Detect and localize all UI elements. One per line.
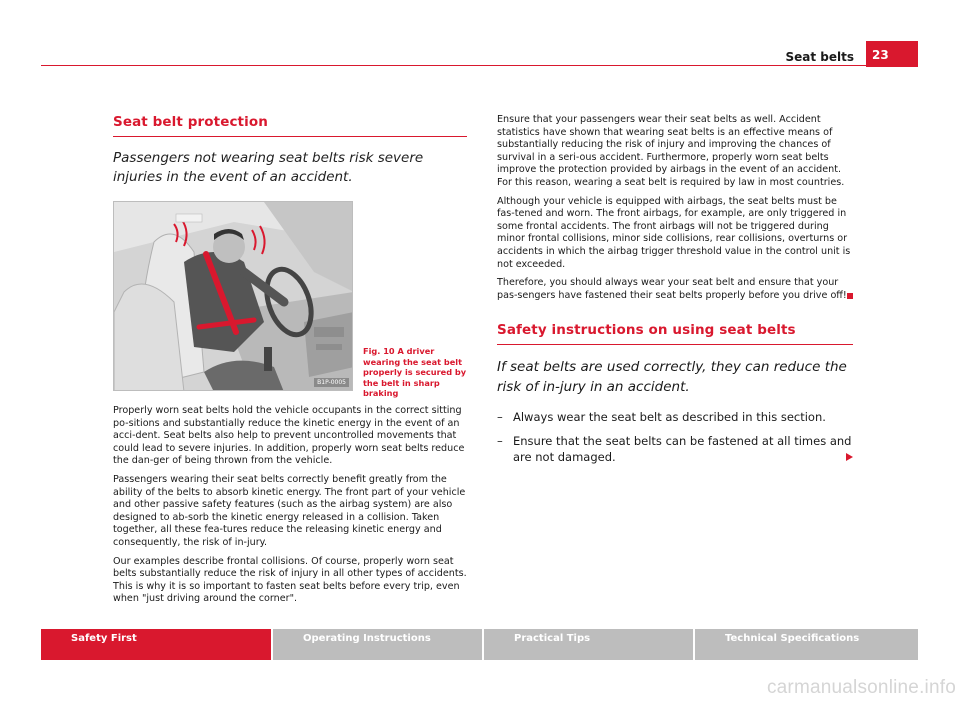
end-of-section-marker [847,293,853,299]
body-paragraph-text: Therefore, you should always wear your seat belt and ensure that your pas-sengers have fastened their seat belts properly before you drive off! [497,277,847,301]
tab-practical-tips[interactable]: Practical Tips [484,629,693,660]
figure-code: B1P-0005 [314,378,349,387]
running-section-title: Seat belts [785,50,854,64]
tab-operating-instructions[interactable]: Operating Instructions [273,629,482,660]
continue-arrow-icon [846,453,853,461]
watermark: carmanualsonline.info [766,677,956,698]
body-paragraph: Properly worn seat belts hold the vehicle occupants in the correct sitting po-sitions and substantially reduce the kinetic energy in the event of an acci-dent. Seat belts also help to prevent uncontrolled movements that could lead to severe injuries. In addition, properly worn seat belts reduce the dan-ger of being thrown from the vehicle. [113,405,465,467]
body-paragraph: Passengers wearing their seat belts correctly benefit greatly from the ability of the belts to absorb kinetic energy. The front part of your vehicle and other passive safety features (such as the airbag system) are also designed to ab-sorb the kinetic energy released in a collision. Taken together, all these fea-tures reduce the releasing kinetic energy and consequently, the risk of in-jury. [113,473,466,548]
lead-text: If seat belts are used correctly, they can reduce the risk of in-jury in an accident. [497,359,847,396]
list-item [497,409,853,425]
instruction-list [497,409,853,465]
footer-chapter-tabs [41,629,918,660]
driver-seatbelt-illustration [113,201,353,391]
section-heading-seat-belt-protection: Seat belt protection [113,114,467,137]
header-rule [41,65,918,66]
figure-caption: Fig. 10 A driver wearing the seat belt properly is secured by the belt in sharp braking [363,346,467,398]
list-item-text: Ensure that the seat belts can be fastened at all times and are not damaged. [513,434,852,465]
body-paragraph: Our examples describe frontal collisions. Of course, properly worn seat belts substantially reduce the risk of injury in all other types of accidents. This is why it is so important to fasten seat belts before every trip, even when "just driving around the corner". [113,555,467,605]
bullet-dash: – [497,410,503,425]
body-paragraph [497,277,853,302]
right-column [497,114,853,473]
body-paragraph: Although your vehicle is equipped with airbags, the seat belts must be fas-tened and worn. The front airbags, for example, are only triggered in some frontal accidents. The front airbags will not be triggered during minor frontal collisions, minor side collisions, rear collisions, overturns or accidents in which the airbag trigger threshold value in the control unit is not exceeded. [497,195,851,270]
body-paragraph: Ensure that your passengers wear their seat belts as well. Accident statistics have shown that wearing seat belts is an effective means of substantially reducing the risk of injury and improving the chances of survival in a seri-ous accident. Furthermore, properly worn seat belts improve the protection provided by airbags in the event of an accident. For this reason, wearing a seat belt is required by law in most countries. [497,114,845,188]
tab-technical-specifications[interactable]: Technical Specifications [695,629,918,660]
section-heading-safety-instructions: Safety instructions on using seat belts [497,322,853,345]
tab-safety-first[interactable]: Safety First [41,629,271,660]
bullet-dash: – [497,434,503,449]
page-number: 23 [866,41,918,67]
list-item-text: Always wear the seat belt as described in this section. [513,410,826,425]
lead-text: Passengers not wearing seat belts risk severe injuries in the event of an accident. [113,150,424,185]
left-column [113,114,467,612]
driver-illustration-svg [114,202,353,391]
list-item [497,433,853,465]
figure-10 [113,201,467,398]
